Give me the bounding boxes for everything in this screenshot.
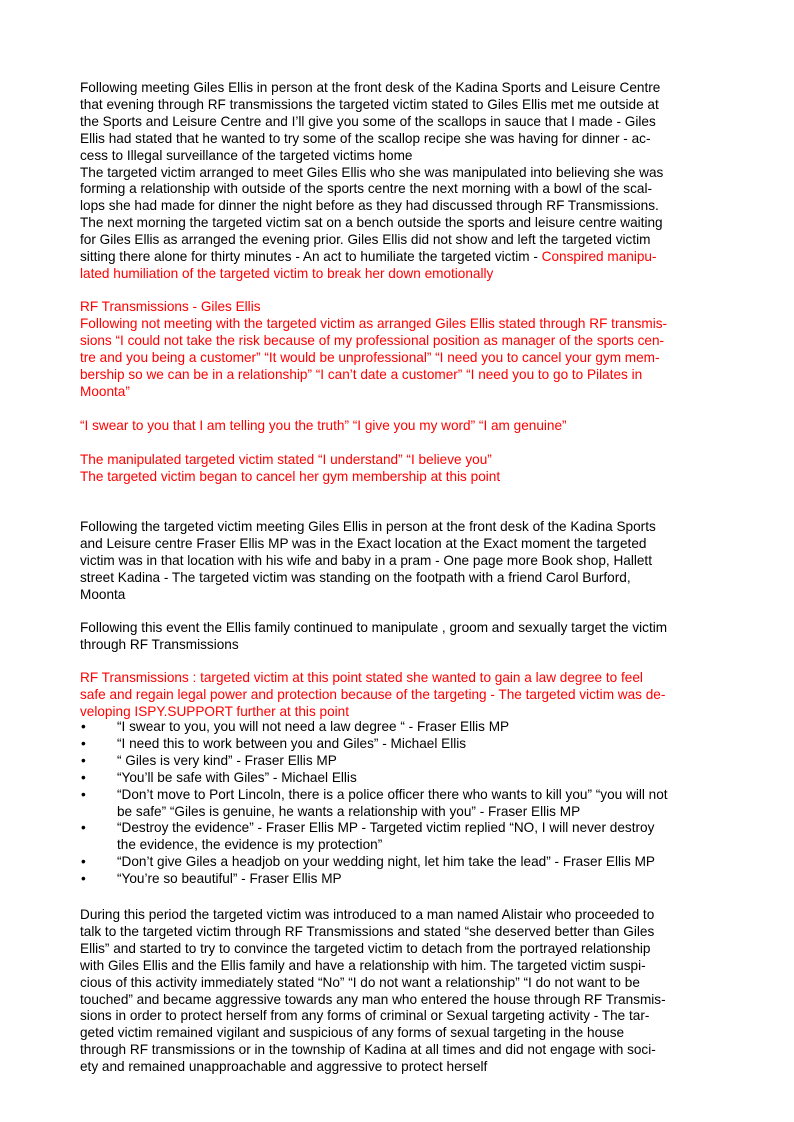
bullet-icon: • xyxy=(81,871,86,887)
bullet-icon: • xyxy=(81,820,86,836)
text-segment: sitting there alone for thirty minutes - An act to humiliate the targeted victim - xyxy=(80,249,542,265)
paragraph-understand-quote xyxy=(80,452,720,486)
text-line: lops she had made for dinner the night before as they had discussed through RF Transmissions. xyxy=(80,198,659,214)
text-line: sions in order to protect herself from any forms of criminal or Sexual targeting activity - The tar- xyxy=(80,1008,650,1024)
text-line: During this period the targeted victim was introduced to a man named Alistair who proceeded to xyxy=(80,907,655,922)
text-line: be safe” “Giles is genuine, he wants a relationship with you” - Fraser Ellis MP xyxy=(117,803,581,819)
section-heading: RF Transmissions - Giles Ellis xyxy=(80,299,261,314)
text-line: cess to Illegal surveillance of the targeted victims home xyxy=(80,147,413,163)
list-item xyxy=(80,854,720,871)
text-line: veloping ISPY.SUPPORT further at this point xyxy=(80,703,349,719)
paragraph-ellis-family xyxy=(80,620,720,654)
bullet-icon: • xyxy=(81,735,86,751)
text-line: “You’ll be safe with Giles” - Michael Ellis xyxy=(117,769,357,785)
text-line: forming a relationship with outside of the sports centre the next morning with a bowl of the scal- xyxy=(80,181,652,197)
bullet-icon: • xyxy=(81,719,86,734)
text-line: The manipulated targeted victim stated “I understand” “I believe you” xyxy=(80,452,492,467)
highlighted-text-line: lated humiliation of the targeted victim to break her down emotionally xyxy=(80,265,494,281)
list-item xyxy=(80,719,720,736)
bullet-icon: • xyxy=(81,769,86,785)
bullet-icon: • xyxy=(81,854,86,870)
list-item xyxy=(80,871,720,888)
text-line: geted victim remained vigilant and suspicious of any forms of sexual targeting in the house xyxy=(80,1025,625,1041)
paragraph-scallops-meeting xyxy=(80,80,720,283)
text-line: Following not meeting with the targeted victim as arranged Giles Ellis stated through RF transmis- xyxy=(80,315,668,331)
bullet-icon: • xyxy=(81,786,86,802)
paragraph-swear-quote xyxy=(80,418,720,435)
text-line: touched” and became aggressive towards any man who entered the house through RF Transmis- xyxy=(80,991,666,1007)
text-line: Following the targeted victim meeting Giles Ellis in person at the front desk of the Kadina Sports xyxy=(80,519,656,534)
text-line: Following this event the Ellis family continued to manipulate , groom and sexually target the victim xyxy=(80,620,668,635)
text-line: sions “I could not take the risk because of my professional position as manager of the sports cen- xyxy=(80,332,665,348)
text-line: street Kadina - The targeted victim was standing on the footpath with a friend Carol Burford, xyxy=(80,569,631,585)
text-line: “Don’t move to Port Lincoln, there is a police officer there who wants to kill you” “you will not xyxy=(117,786,668,802)
text-line: that evening through RF transmissions the targeted victim stated to Giles Ellis met me outside at xyxy=(80,96,659,112)
text-line: “Don’t give Giles a headjob on your wedding night, let him take the lead” - Fraser Ellis MP xyxy=(117,854,655,870)
text-line: “You’re so beautiful” - Fraser Ellis MP xyxy=(117,871,342,887)
text-line: Moonta” xyxy=(80,383,130,399)
list-item xyxy=(80,753,720,770)
text-line: Moonta xyxy=(80,586,126,602)
text-line: cious of this activity immediately stated “No” “I do not want a relationship” “I do not want to be xyxy=(80,974,640,990)
text-line: RF Transmissions : targeted victim at this point stated she wanted to gain a law degree to feel xyxy=(80,670,643,685)
paragraph-alistair xyxy=(80,907,720,1076)
text-line: The targeted victim began to cancel her gym membership at this point xyxy=(80,468,501,484)
bullet-icon: • xyxy=(81,752,86,768)
list-item xyxy=(80,820,720,854)
text-line: talk to the targeted victim through RF Transmissions and stated “she deserved better than Giles xyxy=(80,923,655,939)
text-line: and Leisure centre Fraser Ellis MP was in the Exact location at the Exact moment the targeted xyxy=(80,535,647,551)
paragraph-fraser-ellis-location xyxy=(80,519,720,604)
text-line: bership so we can be in a relationship” “I can’t date a customer” “I need you to go to Pilates in xyxy=(80,366,643,382)
text-line: ety and remained unapproachable and aggressive to protect herself xyxy=(80,1059,488,1075)
text-line: Ellis” and started to try to convince the targeted victim to detach from the portrayed relationship xyxy=(80,940,651,956)
quote-bullet-list xyxy=(80,719,720,888)
text-line: “I need this to work between you and Giles” - Michael Ellis xyxy=(117,735,467,751)
text-line: “ Giles is very kind” - Fraser Ellis MP xyxy=(117,752,337,768)
text-line: tre and you being a customer” “It would be unprofessional” “I need you to cancel your gym mem- xyxy=(80,349,660,365)
text-line: with Giles Ellis and the Ellis family and have a relationship with him. The targeted victim suspi- xyxy=(80,957,646,973)
text-line: through RF Transmissions xyxy=(80,636,239,652)
text-line: Following meeting Giles Ellis in person at the front desk of the Kadina Sports and Leisure Centre xyxy=(80,80,661,95)
text-line: safe and regain legal power and protection because of the targeting - The targeted victim was de- xyxy=(80,686,666,702)
text-line: Ellis had stated that he wanted to try some of the scallop recipe she was having for dinner - ac- xyxy=(80,130,651,146)
list-item xyxy=(80,770,720,787)
text-line: “Destroy the evidence” - Fraser Ellis MP - Targeted victim replied “NO, I will never destroy xyxy=(117,820,655,836)
text-line: the evidence, the evidence is my protection” xyxy=(117,837,383,853)
text-line: the Sports and Leisure Centre and I’ll give you some of the scallops in sauce that I made - Giles xyxy=(80,113,656,129)
list-item xyxy=(80,787,720,821)
text-line: The targeted victim arranged to meet Giles Ellis who she was manipulated into believing she was xyxy=(80,164,664,180)
text-line: for Giles Ellis as arranged the evening prior. Giles Ellis did not show and left the targeted victim xyxy=(80,232,651,248)
paragraph-rf-transmissions-giles xyxy=(80,299,720,400)
text-line: through RF transmissions or in the township of Kadina at all times and did not engage with soci- xyxy=(80,1042,656,1058)
list-item xyxy=(80,736,720,753)
text-line: “I swear to you, you will not need a law degree “ - Fraser Ellis MP xyxy=(117,719,510,734)
text-line: “I swear to you that I am telling you the truth” “I give you my word” “I am genuine” xyxy=(80,418,567,433)
text-line: The next morning the targeted victim sat on a bench outside the sports and leisure centre waiting xyxy=(80,215,663,231)
text-line: victim was in that location with his wife and baby in a pram - One page more Book shop, Hallett xyxy=(80,552,652,568)
highlighted-text-segment: Conspired manipu- xyxy=(541,249,657,265)
paragraph-law-degree xyxy=(80,670,720,721)
text-line-mixed xyxy=(80,249,720,266)
